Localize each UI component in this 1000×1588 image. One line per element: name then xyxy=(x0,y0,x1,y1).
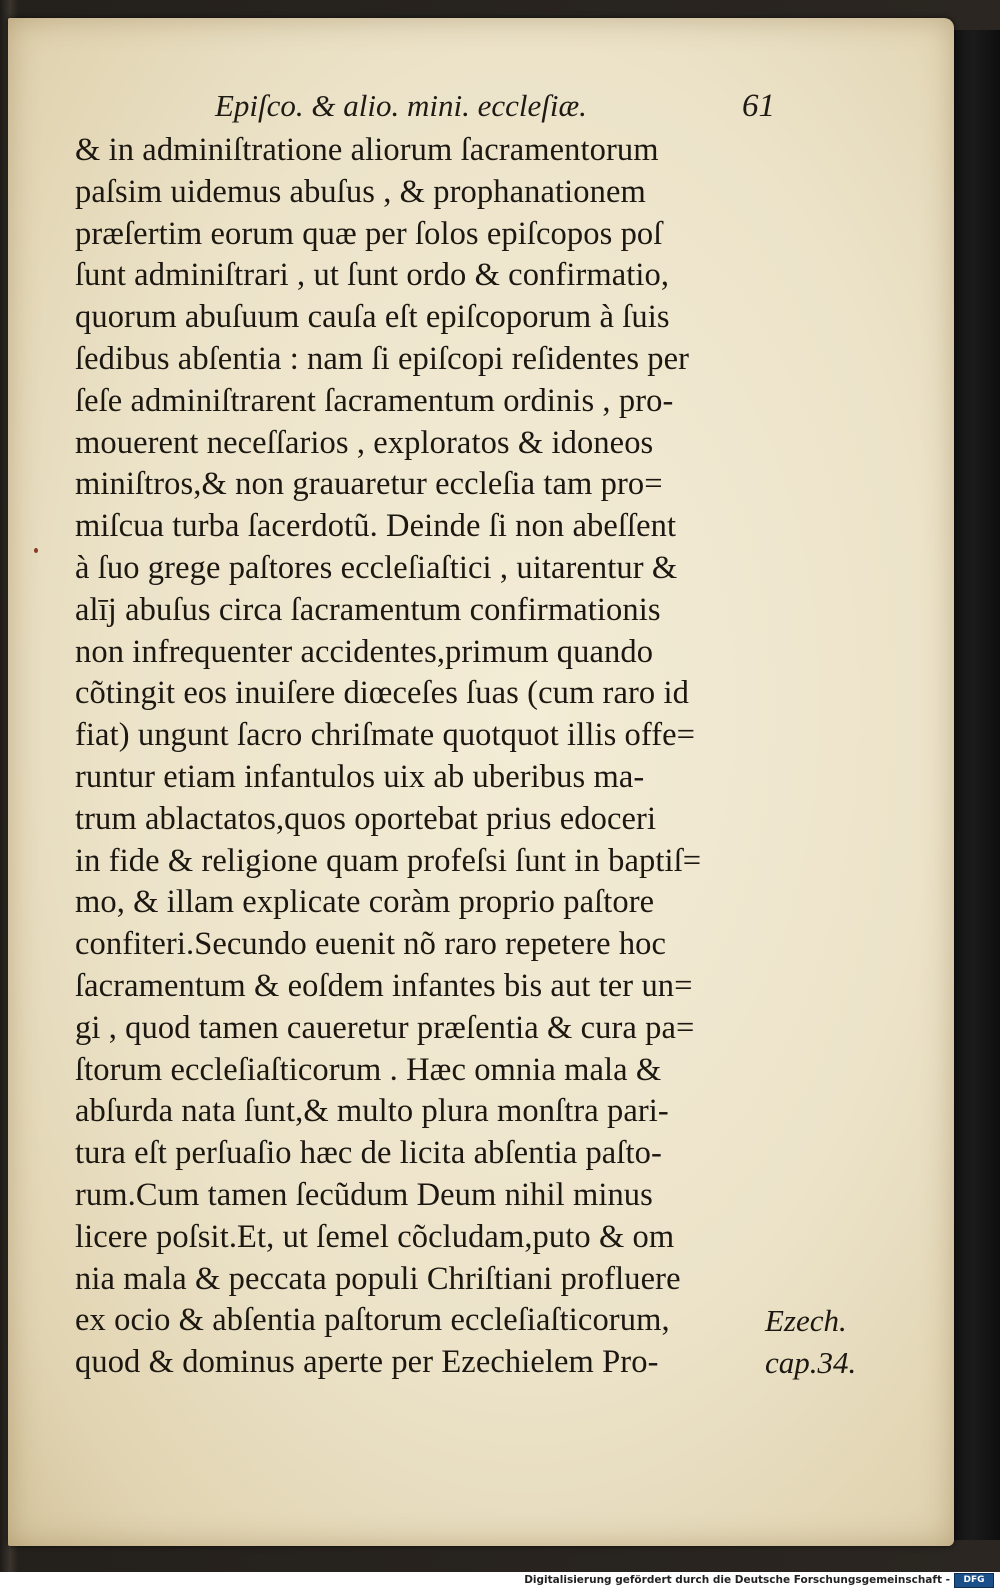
text-line: à ſuo grege paſtores eccleſiaſtici , uitarentur & xyxy=(75,549,678,586)
text-line: ſtorum eccleſiaſticorum . Hæc omnia mala & xyxy=(75,1051,662,1088)
text-line: & in adminiſtratione aliorum ſacramentorum xyxy=(75,132,659,168)
text-line: in fide & religione quam profeſsi ſunt in baptiſ= xyxy=(75,842,702,879)
text-line: cõtingit eos inuiſere diœceſes ſuas (cum raro id xyxy=(75,675,689,712)
page-number: 61 xyxy=(742,88,775,124)
adjacent-page-edge xyxy=(954,30,1000,1540)
text-line: miſcua turba ſacerdotũ. Deinde ſi non abeſſent xyxy=(75,508,677,545)
text-line: rum.Cum tamen ſecũdum Deum nihil minus xyxy=(75,1176,653,1213)
text-line: licere poſsit.Et, ut ſemel cõcludam,puto & om xyxy=(75,1218,675,1255)
text-line: ſedibus abſentia : nam ſi epiſcopi reſidentes per xyxy=(75,340,690,377)
text-line: paſsim uidemus abuſus , & prophanationem xyxy=(75,173,646,210)
text-line: quod & dominus aperte per Ezechielem Pro- xyxy=(75,1344,659,1381)
text-line: alīj abuſus circa ſacramentum confirmationis xyxy=(75,591,661,628)
marginal-note-line: cap.34. xyxy=(765,1345,857,1380)
text-line: ſacramentum & eoſdem infantes bis aut ter un= xyxy=(75,967,693,1004)
body-text xyxy=(75,130,763,1384)
text-line: tura eſt perſuaſio hæc de licita abſentia paſto- xyxy=(75,1135,662,1172)
text-line: miniſtros,& non grauaretur eccleſia tam pro= xyxy=(75,466,663,503)
ink-speck xyxy=(34,548,38,553)
text-line: ex ocio & abſentia paſtorum eccleſiaſticorum, xyxy=(75,1302,670,1339)
text-line: trum ablactatos,quos oportebat prius edoceri xyxy=(75,800,657,837)
text-line: confiteri.Secundo euenit nõ raro repetere hoc xyxy=(75,926,667,963)
text-line: ſunt adminiſtrari , ut ſunt ordo & confirmatio, xyxy=(75,257,670,294)
text-line: præſertim eorum quæ per ſolos epiſcopos poſ xyxy=(75,215,663,252)
text-line: ſeſe adminiſtrarent ſacramentum ordinis , pro- xyxy=(75,382,674,419)
digitization-credit: Digitalisierung gefördert durch die Deutsche Forschungsgemeinschaft - xyxy=(524,1574,950,1586)
running-head xyxy=(215,80,775,132)
text-line: abſurda nata ſunt,& multo plura monſtra pari- xyxy=(75,1093,669,1130)
text-line: mo, & illam explicate coràm proprio paſtore xyxy=(75,884,655,921)
text-line: quorum abuſuum cauſa eſt epiſcoporum à ſuis xyxy=(75,299,670,336)
running-head-title: Epiſco. & alio. mini. eccleſiæ. xyxy=(215,88,587,123)
text-line: runtur etiam infantulos uix ab uberibus ma- xyxy=(75,758,645,795)
dfg-logo: DFG xyxy=(954,1573,994,1588)
text-line: gi , quod tamen caueretur præſentia & cura pa= xyxy=(75,1009,695,1046)
text-line: non infrequenter accidentes,primum quando xyxy=(75,633,654,670)
text-line: nia mala & peccata populi Chriſtiani profluere xyxy=(75,1260,681,1297)
text-line: mouerent neceſſarios , exploratos & idoneos xyxy=(75,424,654,461)
marginal-note-line: Ezech. xyxy=(765,1303,847,1338)
marginal-note xyxy=(765,1300,885,1384)
text-line: fiat) ungunt ſacro chriſmate quotquot illis offe= xyxy=(75,717,696,754)
